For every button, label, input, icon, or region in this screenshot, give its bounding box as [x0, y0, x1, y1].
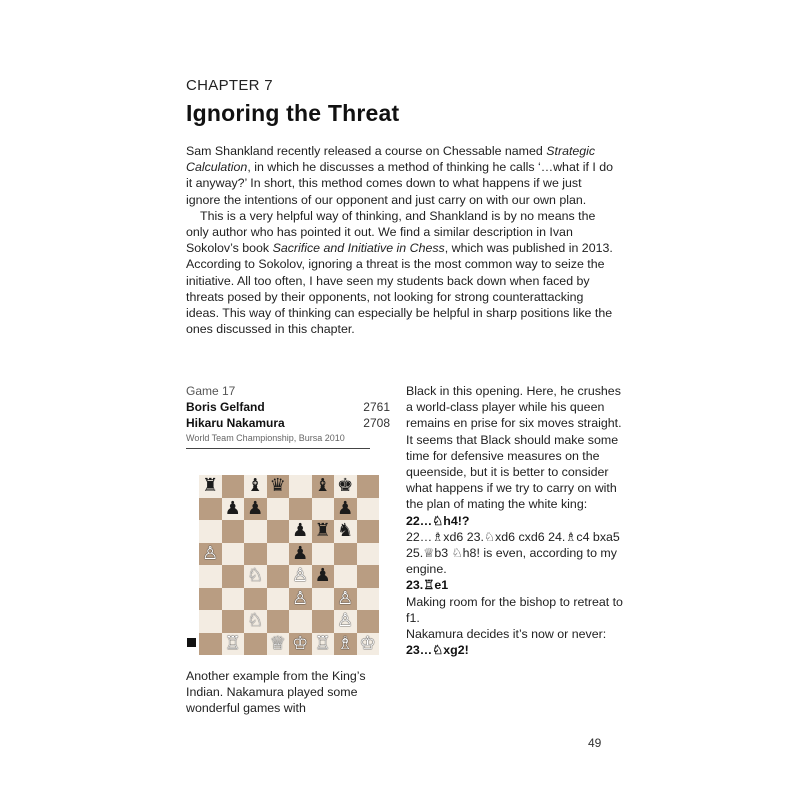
board-square-a2 — [199, 610, 222, 633]
board-square-b7 — [222, 498, 245, 521]
move-notation: 22…♘h4!? — [406, 513, 470, 528]
move-notation: 23.♖e1 — [406, 578, 449, 593]
course-title: Strategic Calculation — [186, 144, 596, 175]
board-square-e1 — [289, 633, 312, 656]
white-pawn-icon: ♙ — [292, 565, 309, 587]
below-board-text: Another example from the King’s Indian. Nakamura played some wonderful games with — [186, 669, 366, 716]
white-king-icon: ♔ — [292, 632, 309, 654]
board-square-f6 — [312, 520, 335, 543]
board-square-e6 — [289, 520, 312, 543]
black-rook-icon: ♜ — [202, 475, 219, 497]
board-square-f1 — [312, 633, 335, 656]
board-square-e5 — [289, 543, 312, 566]
board-square-a6 — [199, 520, 222, 543]
board-square-c3 — [244, 588, 267, 611]
board-square-d7 — [267, 498, 290, 521]
annotation-paragraph: Black in this opening. Here, he crushes a world-class player while his queen remains en prise for six moves straight. — [406, 384, 622, 431]
board-square-b6 — [222, 520, 245, 543]
black-queen-icon: ♛ — [269, 475, 286, 497]
board-square-a8 — [199, 475, 222, 498]
white-player-rating: 2761 — [363, 400, 390, 414]
board-square-f8 — [312, 475, 335, 498]
white-player-row — [186, 399, 390, 415]
chapter-title: Ignoring the Threat — [186, 100, 400, 126]
white-knight-icon: ♘ — [247, 610, 264, 632]
board-square-h8 — [357, 475, 380, 498]
white-pawn-icon: ♙ — [337, 587, 354, 609]
white-queen-icon: ♕ — [269, 632, 286, 654]
board-square-a7 — [199, 498, 222, 521]
board-square-d8 — [267, 475, 290, 498]
annotation-paragraph: Nakamura decides it’s now or never: — [406, 627, 607, 642]
game-label: Game 17 — [186, 384, 236, 398]
white-rook-icon: ♖ — [224, 632, 241, 654]
board-square-e8 — [289, 475, 312, 498]
board-square-b8 — [222, 475, 245, 498]
intro-paragraph-2 — [186, 208, 616, 338]
board-square-a4 — [199, 565, 222, 588]
board-square-f2 — [312, 610, 335, 633]
board-square-d5 — [267, 543, 290, 566]
board-square-g3 — [334, 588, 357, 611]
board-square-b1 — [222, 633, 245, 656]
board-square-h5 — [357, 543, 380, 566]
book-title: Sacrifice and Initiative in Chess — [272, 241, 445, 256]
black-player-name: Hikaru Nakamura — [186, 416, 285, 430]
board-square-g2 — [334, 610, 357, 633]
board-square-g8 — [334, 475, 357, 498]
intro-p1-text-a: Sam Shankland recently released a course on Chessable named — [186, 144, 547, 158]
white-pawn-icon: ♙ — [337, 610, 354, 632]
board-square-e3 — [289, 588, 312, 611]
board-square-d1 — [267, 633, 290, 656]
black-bishop-icon: ♝ — [247, 475, 264, 497]
board-square-c4 — [244, 565, 267, 588]
board-square-g5 — [334, 543, 357, 566]
board-square-e4 — [289, 565, 312, 588]
black-king-icon: ♚ — [337, 475, 354, 497]
board-square-b3 — [222, 588, 245, 611]
divider — [186, 448, 370, 449]
black-pawn-icon: ♟ — [314, 565, 331, 587]
board-square-e2 — [289, 610, 312, 633]
annotation-paragraph: It seems that Black should make some time for defensive measures on the queenside, but it is better to consider what happens if we try to carry on with the plan of mating the white king: — [406, 432, 619, 512]
white-bishop-icon: ♗ — [337, 632, 354, 654]
board-square-b2 — [222, 610, 245, 633]
board-square-h4 — [357, 565, 380, 588]
board-square-d4 — [267, 565, 290, 588]
board-square-c1 — [244, 633, 267, 656]
board-square-h7 — [357, 498, 380, 521]
intro-paragraph-1 — [186, 143, 616, 208]
move-notation: 23…♘xg2! — [406, 643, 469, 658]
board-square-f7 — [312, 498, 335, 521]
black-pawn-icon: ♟ — [292, 542, 309, 564]
black-pawn-icon: ♟ — [224, 497, 241, 519]
board-square-h1 — [357, 633, 380, 656]
board-square-h2 — [357, 610, 380, 633]
board-square-e7 — [289, 498, 312, 521]
board-square-c7 — [244, 498, 267, 521]
chess-board — [199, 475, 379, 655]
board-square-h3 — [357, 588, 380, 611]
white-rook-icon: ♖ — [314, 632, 331, 654]
board-square-g4 — [334, 565, 357, 588]
board-square-f5 — [312, 543, 335, 566]
board-square-d2 — [267, 610, 290, 633]
page-number: 49 — [588, 736, 602, 750]
annotation-paragraph: 22…♗xd6 23.♘xd6 cxd6 24.♗c4 bxa5 25.♕b3 ♘h8! is even, according to my engine. — [406, 529, 620, 577]
white-knight-icon: ♘ — [247, 565, 264, 587]
board-square-d3 — [267, 588, 290, 611]
board-square-a3 — [199, 588, 222, 611]
intro-p2-text-b: , which was published in 2013. According to Sokolov, ignoring a threat is the most common way to seize the initiative. All too often, I have seen my students back down when faced by threats posed by their opponents, not looking for strong counterattacking ideas. This way of thinking can especially be helpful in sharp positions like the ones discussed in this chapter. — [186, 241, 613, 337]
board-square-d6 — [267, 520, 290, 543]
black-pawn-icon: ♟ — [292, 520, 309, 542]
intro-p2-text-a: This is a very helpful way of thinking, and Shankland is by no means the only author who has pointed it out. We find a similar description in Ivan Sokolov’s book — [186, 208, 596, 256]
white-player-name: Boris Gelfand — [186, 400, 265, 414]
black-rook-icon: ♜ — [314, 520, 331, 542]
board-square-b4 — [222, 565, 245, 588]
board-square-g1 — [334, 633, 357, 656]
white-king-icon: ♔ — [359, 632, 376, 654]
black-player-row — [186, 415, 390, 431]
white-pawn-icon: ♙ — [202, 542, 219, 564]
board-square-f3 — [312, 588, 335, 611]
annotation-paragraph: Making room for the bishop to retreat to f1. — [406, 594, 623, 625]
board-square-f4 — [312, 565, 335, 588]
board-square-g6 — [334, 520, 357, 543]
black-pawn-icon: ♟ — [337, 497, 354, 519]
board-square-h6 — [357, 520, 380, 543]
black-to-move-indicator — [187, 638, 196, 647]
game-event: World Team Championship, Bursa 2010 — [186, 433, 345, 443]
intro-text — [186, 143, 616, 337]
board-square-c8 — [244, 475, 267, 498]
board-square-c6 — [244, 520, 267, 543]
black-player-rating: 2708 — [363, 416, 390, 430]
board-square-a5 — [199, 543, 222, 566]
black-bishop-icon: ♝ — [314, 475, 331, 497]
board-square-b5 — [222, 543, 245, 566]
black-knight-icon: ♞ — [337, 520, 354, 542]
board-square-g7 — [334, 498, 357, 521]
board-square-c5 — [244, 543, 267, 566]
black-pawn-icon: ♟ — [247, 497, 264, 519]
chapter-label: CHAPTER 7 — [186, 77, 273, 94]
game-header — [186, 383, 390, 445]
intro-p1-text-b: , in which he discusses a method of thinking he calls ‘…what if I do it anyway?’ In short, this method comes down to what happens if we just ignore the intentions of our opponent and just carry on with our own plan. — [186, 160, 614, 207]
board-square-c2 — [244, 610, 267, 633]
board-square-a1 — [199, 633, 222, 656]
white-pawn-icon: ♙ — [292, 587, 309, 609]
annotation-column — [406, 383, 626, 658]
